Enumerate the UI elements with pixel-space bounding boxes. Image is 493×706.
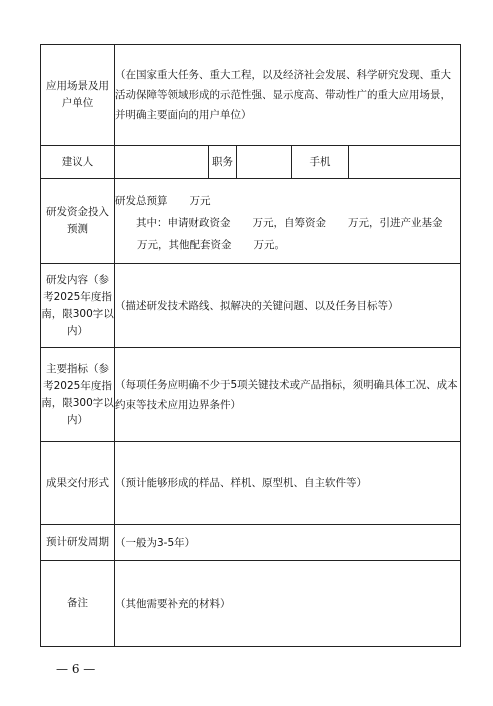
- research-content-text: （描述研发技术路线、拟解决的关键问题、以及任务目标等）: [115, 264, 461, 348]
- indicators-text: （每项任务应明确不少于5项关键技术或产品指标，须明确具体工况、成本约束等技术应用边界条件）: [115, 348, 461, 442]
- indicators-label: 主要指标（参考2025年度指南，限300字以内）: [41, 348, 115, 442]
- row-application: [41, 45, 461, 146]
- among-label: 其中：申请财政资金: [136, 216, 231, 229]
- phone-label: 手机: [292, 146, 349, 179]
- row-research-content: [41, 264, 461, 348]
- row-remarks: [41, 561, 461, 647]
- position-label: 职务: [209, 146, 237, 179]
- total-budget-unit: 万元: [189, 194, 211, 207]
- research-content-label: 研发内容（参考2025年度指南，限300字以内）: [41, 264, 115, 348]
- funding-end-label: 万元。: [253, 238, 285, 251]
- row-funding: [41, 179, 461, 264]
- remarks-text: （其他需要补充的材料）: [115, 561, 461, 647]
- funding-content: [115, 179, 461, 264]
- deliverables-text: （预计能够形成的样品、样机、原型机、自主软件等）: [115, 442, 461, 525]
- row-indicators: [41, 348, 461, 442]
- application-content: （在国家重大任务、重大工程，以及经济社会发展、科学研究发现、重大活动保障等领域形成的示范性强、显示度高、带动性广的重大应用场景，并明确主要面向的用户单位）: [115, 45, 461, 146]
- application-label: 应用场景及用户单位: [41, 45, 115, 146]
- row-cycle: [41, 525, 461, 561]
- remarks-label: 备注: [41, 561, 115, 647]
- position-field[interactable]: [237, 146, 292, 179]
- cycle-text: （一般为3-5年）: [115, 525, 461, 561]
- funding-line-1: [115, 190, 460, 212]
- phone-field[interactable]: [349, 146, 461, 179]
- page-number: — 6 —: [56, 662, 96, 676]
- other-fund-label: 万元，其他配套资金: [137, 238, 232, 251]
- total-budget-label: 研发总预算: [115, 194, 168, 207]
- row-proposer: [41, 146, 461, 179]
- funding-line-3: [115, 234, 460, 256]
- proposer-name-field[interactable]: [115, 146, 209, 179]
- self-funded-label: 万元，自筹资金: [252, 216, 326, 229]
- funding-line-2: [115, 212, 460, 234]
- cycle-label: 预计研发周期: [41, 525, 115, 561]
- project-proposal-form: [40, 44, 461, 647]
- deliverables-label: 成果交付形式: [41, 442, 115, 525]
- row-deliverables: [41, 442, 461, 525]
- funding-label: 研发资金投入预测: [41, 179, 115, 264]
- proposer-label: 建议人: [41, 146, 115, 179]
- introduced-fund-label: 万元，引进产业基金: [348, 216, 443, 229]
